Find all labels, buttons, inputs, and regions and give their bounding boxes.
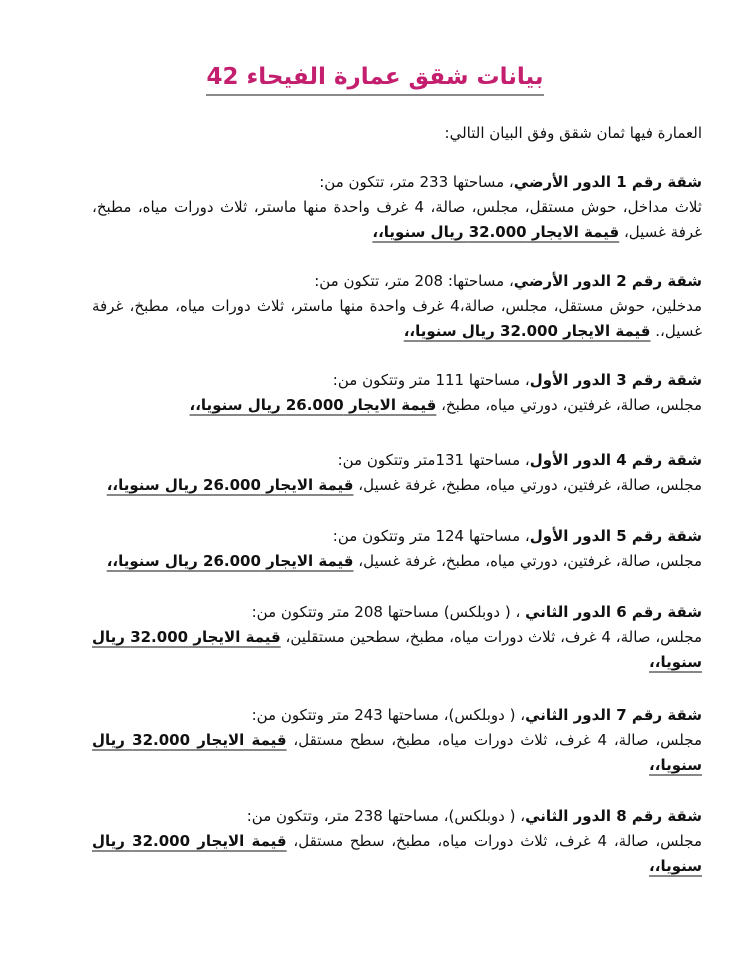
unit-7 (92, 703, 702, 778)
unit-features: مجلس، صالة، 4 غرف، ثلاث دورات مياه، مطبخ، سطحين مستقلين، (280, 628, 702, 646)
unit-details (92, 294, 702, 344)
page-title: بيانات شقق عمارة الفيحاء 42 (206, 62, 543, 96)
unit-1 (92, 170, 702, 245)
intro-text: العمارة فيها ثمان شقق وفق البيان التالي: (444, 124, 702, 142)
unit-features: مجلس، صالة، غرفتين، دورتي مياه، مطبخ، غرفة غسيل، (353, 552, 702, 570)
unit-features: مجلس، صالة، 4 غرف، ثلاث دورات مياه، مطبخ، سطح مستقل، (286, 731, 702, 749)
units-list (92, 170, 702, 879)
unit-title: شقة رقم 2 الدور الأرضي (513, 272, 702, 290)
unit-title: شقة رقم 8 الدور الثاني (525, 807, 702, 825)
unit-price: قيمة الايجار 32.000 ريال سنويا،، (92, 731, 702, 774)
unit-price: قيمة الايجار 32.000 ريال سنويا،، (403, 322, 651, 340)
unit-title: شقة رقم 5 الدور الأول (529, 527, 702, 545)
unit-heading (92, 804, 702, 829)
unit-details (92, 393, 702, 418)
unit-summary: ، ( دوبلكس)، مساحتها 238 متر، وتتكون من: (246, 807, 526, 825)
unit-features: ثلاث مداخل، حوش مستقل، مجلس، صالة، 4 غرف واحدة منها ماستر، ثلاث دورات مياه، مطبخ، غرفة غسيل، (92, 198, 702, 241)
unit-details (92, 625, 702, 675)
unit-summary: ، مساحتها 111 متر وتتكون من: (332, 371, 530, 389)
unit-features: مجلس، صالة، غرفتين، دورتي مياه، مطبخ، (436, 396, 702, 414)
unit-5 (92, 524, 702, 574)
title-container (0, 62, 750, 96)
unit-details (92, 829, 702, 879)
unit-heading (92, 170, 702, 195)
unit-price: قيمة الايجار 32.000 ريال سنويا،، (92, 832, 702, 875)
unit-features: مدخلين، حوش مستقل، مجلس، صالة،4 غرف واحدة منها ماستر، ثلاث دورات مياه، مطبخ، غرفة غسيل،. (92, 297, 702, 340)
unit-heading (92, 524, 702, 549)
unit-2 (92, 269, 702, 344)
unit-features: مجلس، صالة، غرفتين، دورتي مياه، مطبخ، غرفة غسيل، (353, 476, 702, 494)
unit-summary: ، ( دوبلكس) مساحتها 208 متر وتتكون من: (251, 603, 526, 621)
unit-summary: ، مساحتها 124 متر وتتكون من: (332, 527, 530, 545)
unit-summary: ، مساحتها 131متر وتتكون من: (337, 451, 530, 469)
unit-price: قيمة الايجار 32.000 ريال سنويا،، (92, 628, 702, 671)
unit-summary: ، مساحتها: 208 متر، تتكون من: (314, 272, 514, 290)
unit-heading (92, 600, 702, 625)
unit-heading (92, 368, 702, 393)
unit-6 (92, 600, 702, 675)
unit-title: شقة رقم 6 الدور الثاني (525, 603, 702, 621)
unit-summary: ، مساحتها 233 متر، تتكون من: (319, 173, 514, 191)
unit-details (92, 728, 702, 778)
unit-price: قيمة الايجار 26.000 ريال سنويا،، (106, 552, 354, 570)
unit-4 (92, 448, 702, 498)
unit-heading (92, 269, 702, 294)
unit-title: شقة رقم 4 الدور الأول (529, 451, 702, 469)
unit-features: مجلس، صالة، 4 غرف، ثلاث دورات مياه، مطبخ، سطح مستقل، (286, 832, 702, 850)
unit-details (92, 195, 702, 245)
unit-heading (92, 448, 702, 473)
unit-title: شقة رقم 1 الدور الأرضي (513, 173, 702, 191)
unit-title: شقة رقم 7 الدور الثاني (525, 706, 702, 724)
unit-3 (92, 368, 702, 418)
unit-price: قيمة الايجار 26.000 ريال سنويا،، (189, 396, 437, 414)
unit-title: شقة رقم 3 الدور الأول (529, 371, 702, 389)
unit-details (92, 549, 702, 574)
unit-8 (92, 804, 702, 879)
unit-summary: ، ( دوبلكس)، مساحتها 243 متر وتتكون من: (251, 706, 526, 724)
unit-price: قيمة الايجار 26.000 ريال سنويا،، (106, 476, 354, 494)
unit-details (92, 473, 702, 498)
unit-price: قيمة الايجار 32.000 ريال سنويا،، (372, 223, 620, 241)
unit-heading (92, 703, 702, 728)
